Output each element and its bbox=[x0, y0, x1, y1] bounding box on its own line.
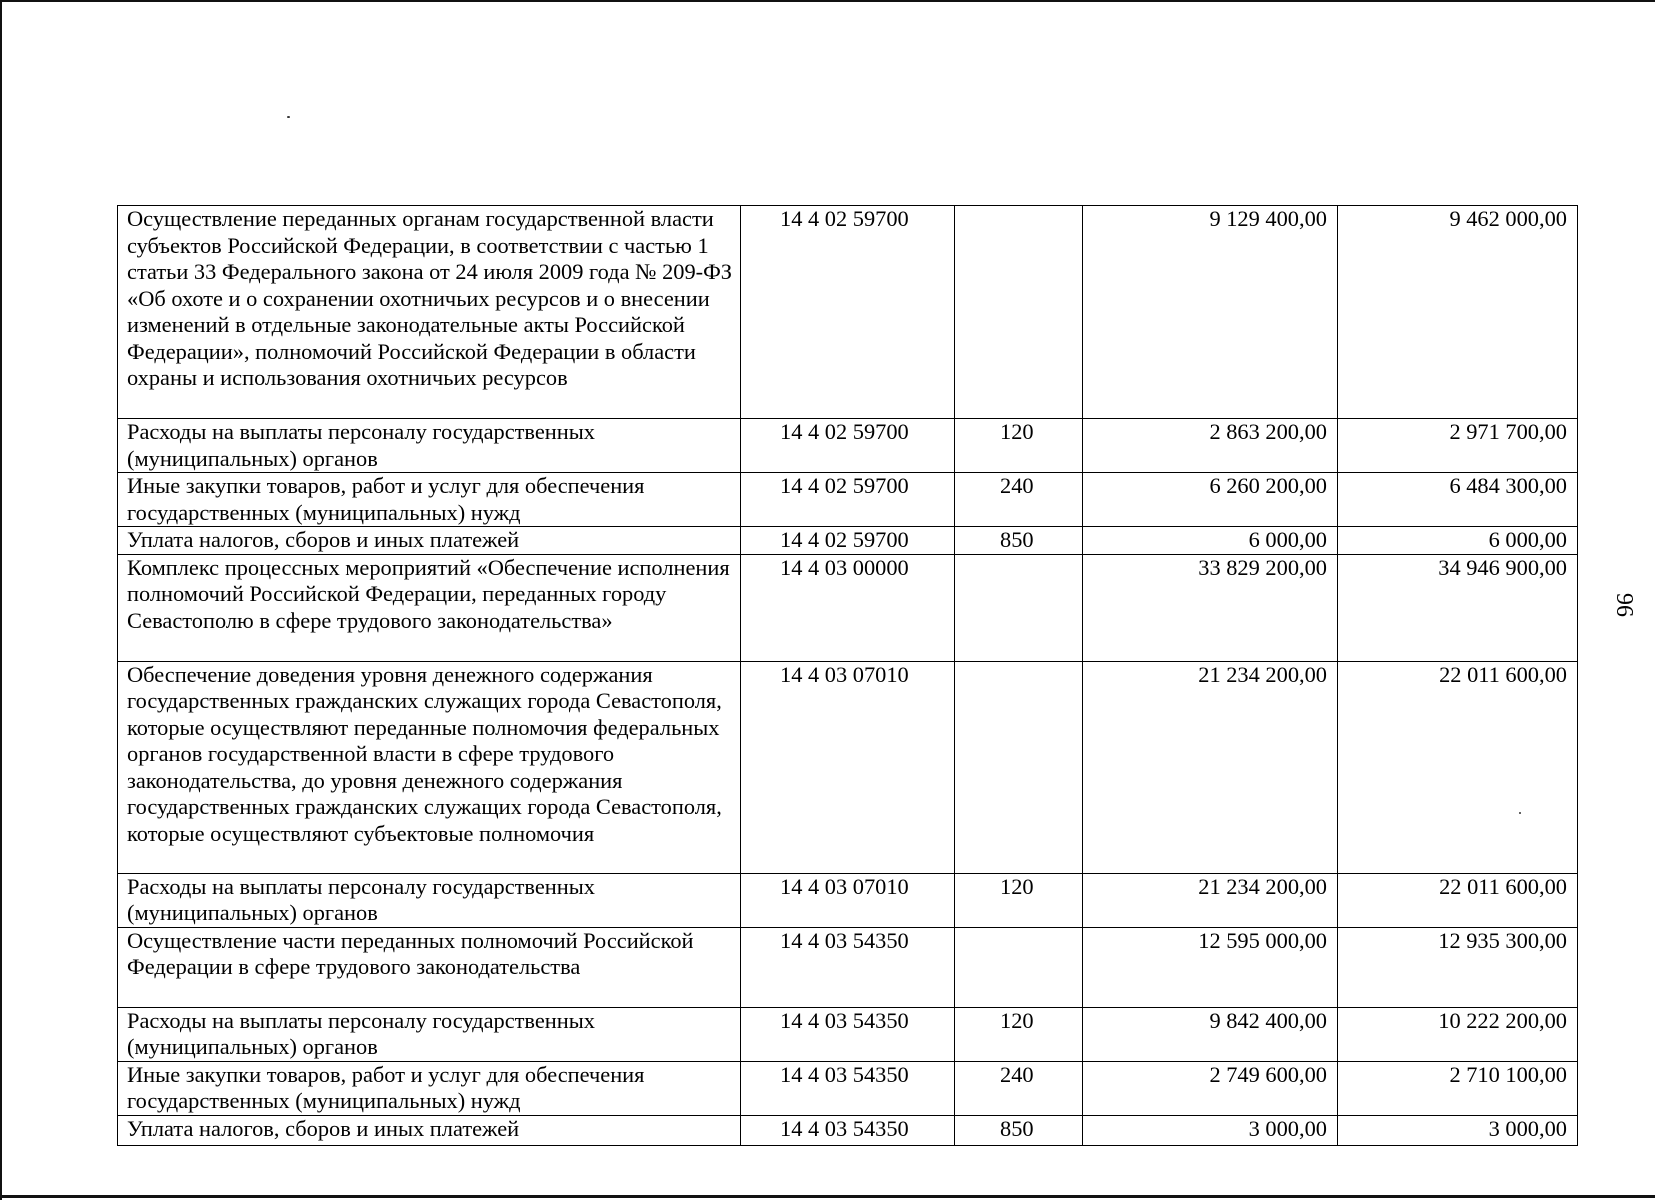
row-amount-1: 2 863 200,00 bbox=[1083, 419, 1338, 473]
row-amount-2: 2 710 100,00 bbox=[1338, 1061, 1578, 1115]
row-amount-1: 9 129 400,00 bbox=[1083, 206, 1338, 419]
row-amount-2: 12 935 300,00 bbox=[1338, 927, 1578, 1007]
row-expense-type: 240 bbox=[955, 1061, 1083, 1115]
row-amount-1: 6 000,00 bbox=[1083, 527, 1338, 555]
row-amount-1: 6 260 200,00 bbox=[1083, 473, 1338, 527]
row-code: 14 4 03 07010 bbox=[741, 661, 955, 873]
table-row bbox=[118, 1007, 1578, 1061]
row-code: 14 4 03 54350 bbox=[741, 1007, 955, 1061]
row-name: Осуществление переданных органам государственной власти субъектов Российской Федерации, в соответствии с частью 1 статьи 33 Федерального закона от 24 июля 2009 года № 209-ФЗ «Об охоте и о сохранении охотничьих ресурсов и о внесении изменений в отдельные законодательные акты Российской Федерации», полномочий Российской Федерации в области охраны и использования охотничьих ресурсов bbox=[118, 206, 741, 419]
row-name: Уплата налогов, сборов и иных платежей bbox=[118, 527, 741, 555]
row-name: Осуществление части переданных полномочий Российской Федерации в сфере трудового законодательства bbox=[118, 927, 741, 1007]
row-name: Обеспечение доведения уровня денежного содержания государственных гражданских служащих города Севастополя, которые осуществляют переданные полномочия федеральных органов государственной власти в сфере трудового законодательства, до уровня денежного содержания государственных гражданских служащих города Севастополя, которые осуществляют субъектовые полномочия bbox=[118, 661, 741, 873]
row-expense-type: 120 bbox=[955, 1007, 1083, 1061]
row-code: 14 4 02 59700 bbox=[741, 419, 955, 473]
row-name: Уплата налогов, сборов и иных платежей bbox=[118, 1115, 741, 1145]
page-number: 96 bbox=[1611, 593, 1637, 617]
row-name: Иные закупки товаров, работ и услуг для обеспечения государственных (муниципальных) нужд bbox=[118, 1061, 741, 1115]
table-row bbox=[118, 206, 1578, 419]
row-expense-type bbox=[955, 927, 1083, 1007]
row-code: 14 4 03 00000 bbox=[741, 554, 955, 661]
scan-border-bottom bbox=[0, 1195, 1655, 1198]
table-row bbox=[118, 419, 1578, 473]
row-expense-type bbox=[955, 206, 1083, 419]
row-expense-type bbox=[955, 661, 1083, 873]
scan-border-top bbox=[0, 0, 1655, 2]
row-name: Расходы на выплаты персоналу государственных (муниципальных) органов bbox=[118, 873, 741, 927]
row-name: Расходы на выплаты персоналу государственных (муниципальных) органов bbox=[118, 419, 741, 473]
table-row bbox=[118, 554, 1578, 661]
scan-border-left bbox=[0, 0, 2, 1200]
row-amount-1: 21 234 200,00 bbox=[1083, 873, 1338, 927]
row-amount-2: 22 011 600,00 bbox=[1338, 873, 1578, 927]
row-code: 14 4 03 54350 bbox=[741, 1115, 955, 1145]
row-code: 14 4 03 07010 bbox=[741, 873, 955, 927]
table-row bbox=[118, 873, 1578, 927]
row-expense-type bbox=[955, 554, 1083, 661]
row-amount-1: 12 595 000,00 bbox=[1083, 927, 1338, 1007]
row-amount-1: 21 234 200,00 bbox=[1083, 661, 1338, 873]
row-amount-1: 2 749 600,00 bbox=[1083, 1061, 1338, 1115]
scan-speck bbox=[287, 116, 290, 118]
row-name: Расходы на выплаты персоналу государственных (муниципальных) органов bbox=[118, 1007, 741, 1061]
table-row bbox=[118, 661, 1578, 873]
row-expense-type: 120 bbox=[955, 419, 1083, 473]
row-name: Иные закупки товаров, работ и услуг для обеспечения государственных (муниципальных) нужд bbox=[118, 473, 741, 527]
table-row bbox=[118, 1115, 1578, 1145]
row-amount-2: 34 946 900,00 bbox=[1338, 554, 1578, 661]
table-row bbox=[118, 473, 1578, 527]
row-code: 14 4 02 59700 bbox=[741, 206, 955, 419]
row-amount-2: 6 000,00 bbox=[1338, 527, 1578, 555]
row-name: Комплекс процессных мероприятий «Обеспечение исполнения полномочий Российской Федерации, переданных городу Севастополю в сфере трудового законодательства» bbox=[118, 554, 741, 661]
row-amount-1: 9 842 400,00 bbox=[1083, 1007, 1338, 1061]
row-code: 14 4 02 59700 bbox=[741, 527, 955, 555]
row-code: 14 4 03 54350 bbox=[741, 1061, 955, 1115]
row-amount-2: 10 222 200,00 bbox=[1338, 1007, 1578, 1061]
row-amount-2: 22 011 600,00 bbox=[1338, 661, 1578, 873]
table-row bbox=[118, 927, 1578, 1007]
row-expense-type: 850 bbox=[955, 1115, 1083, 1145]
row-expense-type: 850 bbox=[955, 527, 1083, 555]
table-row bbox=[118, 1061, 1578, 1115]
row-amount-2: 2 971 700,00 bbox=[1338, 419, 1578, 473]
row-amount-1: 33 829 200,00 bbox=[1083, 554, 1338, 661]
row-amount-2: 3 000,00 bbox=[1338, 1115, 1578, 1145]
row-amount-2: 9 462 000,00 bbox=[1338, 206, 1578, 419]
row-amount-2: 6 484 300,00 bbox=[1338, 473, 1578, 527]
table-row bbox=[118, 527, 1578, 555]
row-expense-type: 240 bbox=[955, 473, 1083, 527]
row-expense-type: 120 bbox=[955, 873, 1083, 927]
row-code: 14 4 02 59700 bbox=[741, 473, 955, 527]
row-code: 14 4 03 54350 bbox=[741, 927, 955, 1007]
budget-table bbox=[117, 205, 1578, 1146]
row-amount-1: 3 000,00 bbox=[1083, 1115, 1338, 1145]
